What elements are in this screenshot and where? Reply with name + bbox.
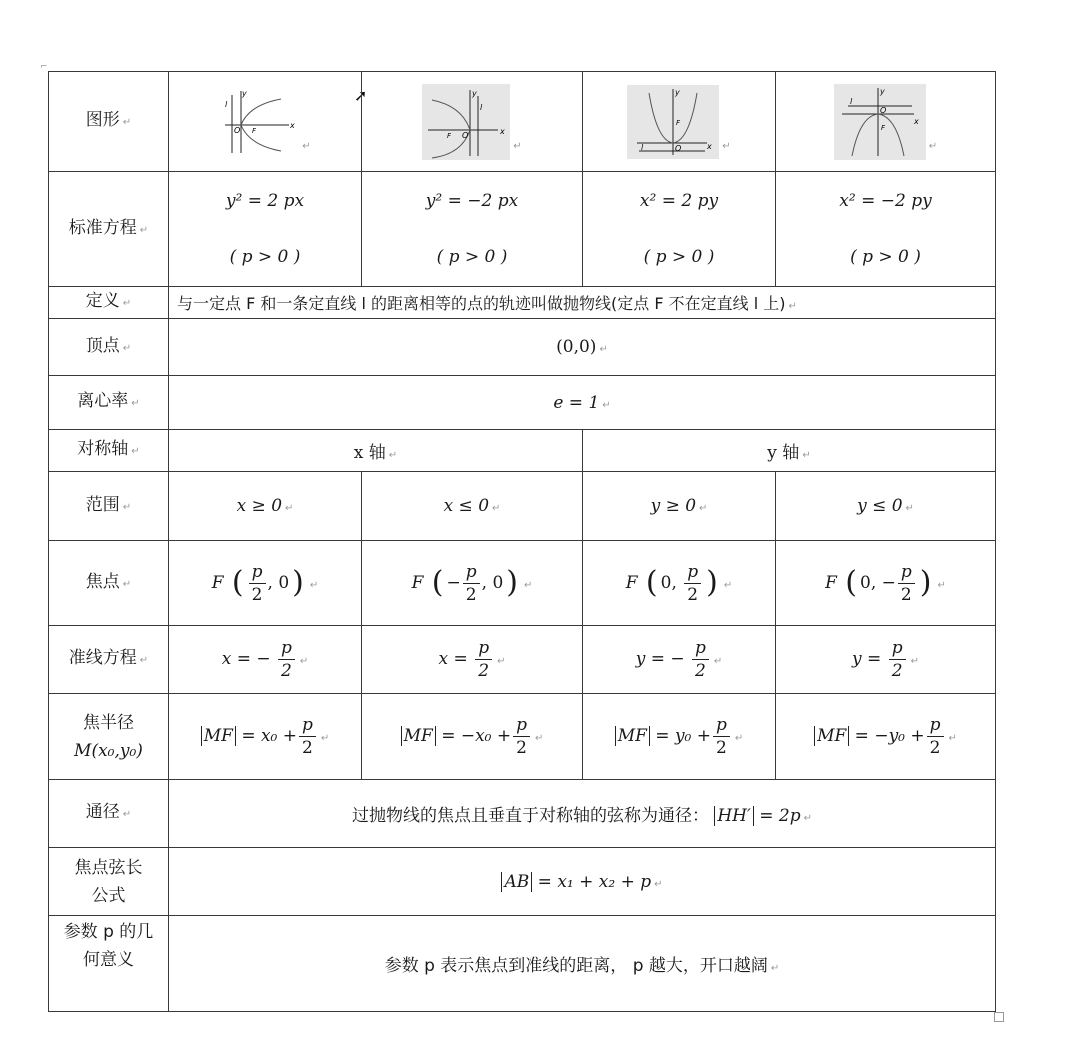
fig-f-letter: F (880, 123, 885, 132)
fig-y-letter: y (879, 86, 885, 96)
fig-l-letter: l (480, 102, 483, 112)
table-resize-handle[interactable] (994, 1012, 1004, 1022)
focus-cell-4: F ( 0, − $\frac{p}{2}$ ) ↵ (776, 541, 996, 626)
range-cell-2: x ≤ 0 ↵ (362, 472, 583, 541)
focal-radius-cell-3: MF = y₀ + $\frac{p}{2}$ ↵ (583, 694, 776, 780)
label-directrix: 准线方程 ↵ (49, 626, 169, 694)
label-vertex: 顶点 ↵ (49, 319, 169, 376)
equation-cell-2: y² = −2 px ( p > 0 ) (362, 172, 583, 287)
focal-radius-cell-2: MF = −x₀ + $\frac{p}{2}$ ↵ (362, 694, 583, 780)
label-standard-equation: 标准方程 ↵ (49, 172, 169, 287)
fig-o-letter: O (462, 130, 469, 140)
row-focus (49, 541, 996, 626)
figure-down-opening: y x O F l ↵ (776, 72, 996, 172)
fig-y-letter: y (472, 88, 478, 98)
row-standard-equation (49, 172, 996, 287)
latus-rectum-text: 过抛物线的焦点且垂直于对称轴的弦称为通径： HH′ = 2p ↵ (169, 780, 996, 848)
figure-left-opening: y x O F l ↵ (362, 72, 583, 172)
parabola-properties-table (48, 71, 996, 1012)
label-figure: 图形 ↵ (49, 72, 169, 172)
label-parameter-p: 参数 p 的几 何意义 (49, 916, 169, 1012)
row-directrix (49, 626, 996, 694)
fig-x-letter: x (707, 141, 713, 151)
row-figure (49, 72, 996, 172)
fig-f-letter: F (676, 118, 681, 127)
row-latus-rectum (49, 780, 996, 848)
fig-o-letter: O (234, 125, 241, 135)
equation-cell-1: y² = 2 px ( p > 0 ) (169, 172, 362, 287)
row-range (49, 472, 996, 541)
row-focal-radius (49, 694, 996, 780)
fig-y-letter: y (242, 88, 248, 98)
definition-text: 与一定点 F 和一条定直线 l 的距离相等的点的轨迹叫做抛物线(定点 F 不在定直线 l 上) ↵ (169, 287, 996, 319)
focal-radius-cell-1: MF = x₀ + $\frac{p}{2}$ ↵ (169, 694, 362, 780)
fig-l-letter: l (849, 96, 853, 106)
equation-cell-3: x² = 2 py ( p > 0 ) (583, 172, 776, 287)
row-eccentricity (49, 376, 996, 430)
fig-x-letter: x (290, 120, 296, 130)
vertex-value: (0,0) ↵ (169, 319, 996, 376)
row-focal-chord (49, 848, 996, 916)
fig-o-letter: O (675, 143, 682, 153)
fig-f-letter: F (447, 131, 452, 140)
label-symmetry-axis: 对称轴 ↵ (49, 430, 169, 472)
parabola-left-graph (422, 84, 510, 160)
row-vertex (49, 319, 996, 376)
focus-cell-2: F ( − $\frac{p}{2}$ , 0 ) ↵ (362, 541, 583, 626)
directrix-cell-2: x = $\frac{p}{2}$ ↵ (362, 626, 583, 694)
fig-f-letter: F (252, 126, 257, 135)
table-anchor-mark: ⌐ (40, 62, 48, 72)
label-eccentricity: 离心率 ↵ (49, 376, 169, 430)
figure-right-opening: y x O F l ↵ (169, 72, 362, 172)
focal-radius-cell-4: MF = −y₀ + $\frac{p}{2}$ ↵ (776, 694, 996, 780)
eccentricity-value: e = 1 ↵ (169, 376, 996, 430)
fig-x-letter: x (913, 116, 919, 126)
parameter-p-text: 参数 p 表示焦点到准线的距离， p 越大，开口越阔 ↵ (169, 916, 996, 1012)
row-parameter-p (49, 916, 996, 1012)
row-definition (49, 287, 996, 319)
axis-x: x 轴 ↵ (169, 430, 583, 472)
equation-cell-4: x² = −2 py ( p > 0 ) (776, 172, 996, 287)
parabola-up-graph (627, 85, 719, 159)
range-cell-3: y ≥ 0 ↵ (583, 472, 776, 541)
parabola-down-graph (834, 84, 926, 160)
directrix-cell-1: x = − $\frac{p}{2}$ ↵ (169, 626, 362, 694)
label-definition: 定义 ↵ (49, 287, 169, 319)
focus-cell-1: F ( $\frac{p}{2}$ , 0 ) ↵ (169, 541, 362, 626)
row-symmetry-axis (49, 430, 996, 472)
label-focal-chord: 焦点弦长 公式 (49, 848, 169, 916)
fig-x-letter: x (500, 126, 506, 136)
figure-up-opening: y x O F l ↵ (583, 72, 776, 172)
label-latus-rectum: 通径 ↵ (49, 780, 169, 848)
label-focal-radius: 焦半径 M(x₀,y₀) (49, 694, 169, 780)
label-range: 范围 ↵ (49, 472, 169, 541)
mouse-cursor-icon: ➚ (354, 86, 368, 105)
range-cell-4: y ≤ 0 ↵ (776, 472, 996, 541)
fig-o-letter: O (879, 105, 887, 115)
range-cell-1: x ≥ 0 ↵ (169, 472, 362, 541)
focal-chord-formula: AB = x₁ + x₂ + p ↵ (169, 848, 996, 916)
fig-l-letter: l (641, 142, 644, 152)
focus-cell-3: F ( 0, $\frac{p}{2}$ ) ↵ (583, 541, 776, 626)
directrix-cell-3: y = − $\frac{p}{2}$ ↵ (583, 626, 776, 694)
fig-y-letter: y (675, 87, 681, 97)
axis-y: y 轴 ↵ (583, 430, 996, 472)
parabola-right-graph (219, 87, 299, 157)
directrix-cell-4: y = $\frac{p}{2}$ ↵ (776, 626, 996, 694)
fig-l-letter: l (225, 99, 228, 109)
label-focus: 焦点 ↵ (49, 541, 169, 626)
